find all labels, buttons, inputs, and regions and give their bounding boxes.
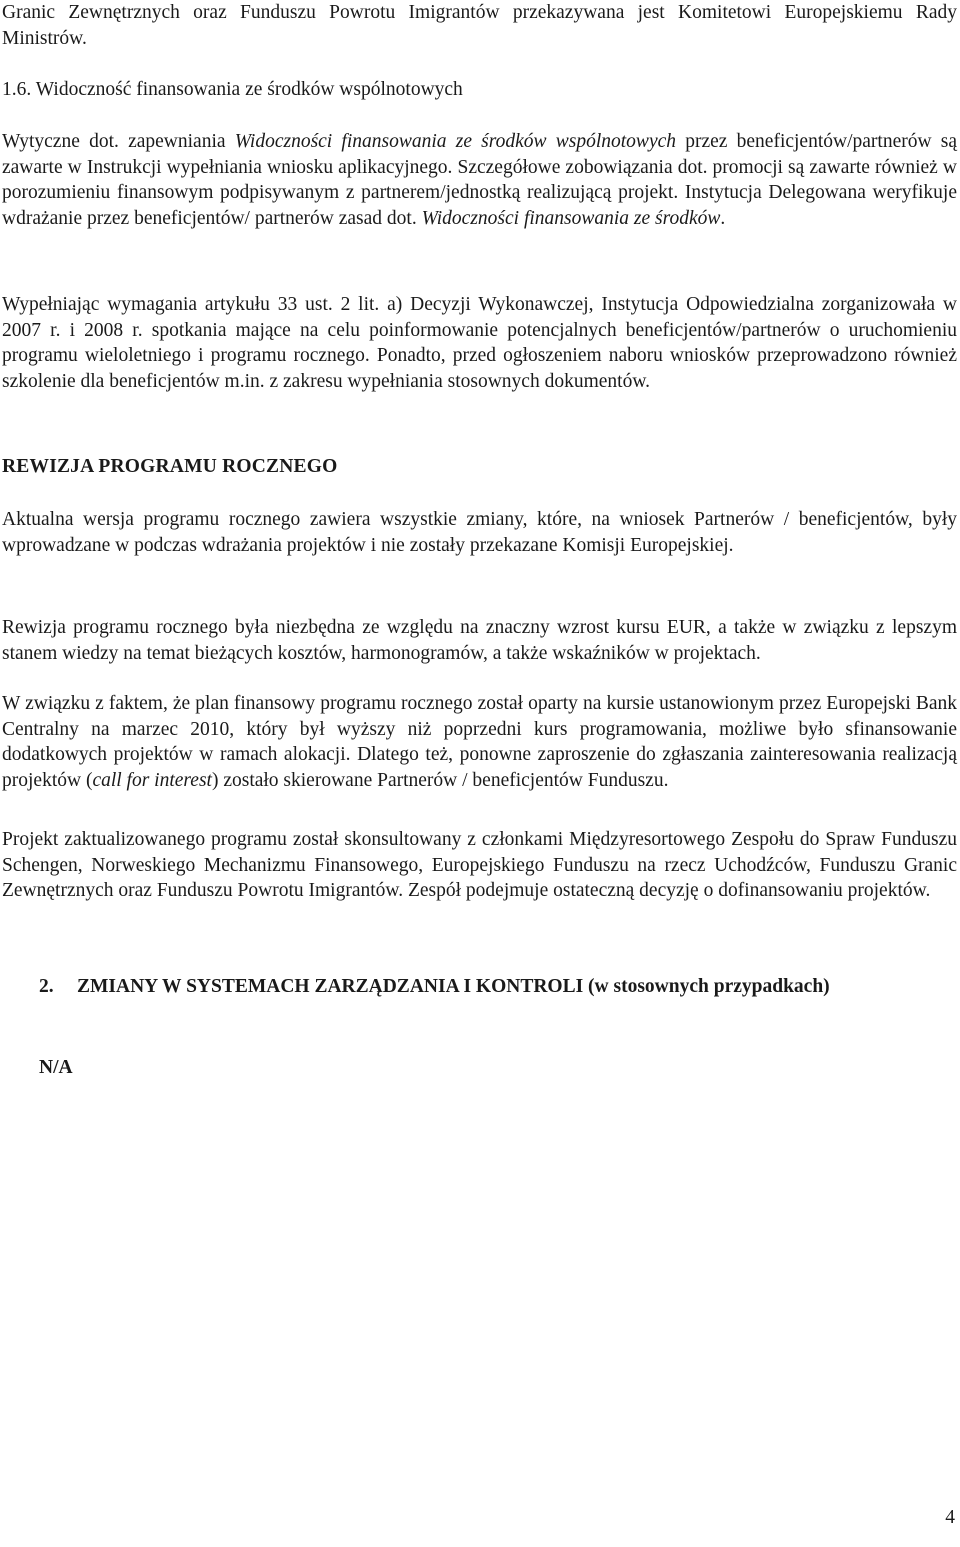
visibility-italic-1: Widoczności finansowania ze środków wspólnotowych	[234, 131, 677, 152]
intro-fragment-paragraph: Granic Zewnętrznych oraz Funduszu Powrotu Imigrantów przekazywana jest Komitetowi Europejskiemu Rady Ministrów.	[2, 2, 957, 49]
visibility-text-1: Wytyczne dot. zapewniania	[2, 131, 235, 152]
visibility-text-2: przez beneficjentów/partnerów są zawarte w Instrukcji wypełniania wniosku aplikacyjnego. Szczegółowe zobowiązania dot. promocji są zawarte również w porozumieniu finansowym podpisywanym z partnerem/jednostką realizującą projekt. Instytucja Delegowana weryfikuje wdrażanie przez beneficjentów/ partnerów zasad dot.	[2, 131, 958, 229]
revision-reason-paragraph: Rewizja programu rocznego była niezbędna ze względu na znaczny wzrost kursu EUR, a także w związku z lepszym stanem wiedzy na temat bieżących kosztów, harmonogramów, a także wskaźników w projektach.	[2, 617, 957, 664]
article33-paragraph: Wypełniając wymagania artykułu 33 ust. 2 lit. a) Decyzji Wykonawczej, Instytucja Odpowiedzialna zorganizowała w 2007 r. i 2008 r. spotkania mające na celu poinformowanie potencjalnych beneficjentów/partnerów o uruchomieniu programu wieloletniego i programu rocznego. Ponadto, przed ogłoszeniem naboru wniosków przeprowadzono również szkolenie dla beneficjentów m.in. z zakresu wypełniania stosownych dokumentów.	[2, 294, 957, 392]
section-2-number: 2.	[39, 976, 54, 997]
section-2-body: N/A	[39, 1057, 73, 1078]
subsection-title: 1.6. Widoczność finansowania ze środków wspólnotowych	[2, 79, 463, 100]
consultation-paragraph: Projekt zaktualizowanego programu został skonsultowany z członkami Międzyresortowego Zespołu do Spraw Funduszu Schengen, Norweskiego Mechanizmu Finansowego, Europejskiego Funduszu na rzecz Uchodźców, Funduszu Granic Zewnętrznych oraz Funduszu Powrotu Imigrantów. Zespół podejmuje ostateczną decyzję o dofinansowaniu projektów.	[2, 829, 957, 901]
exchange-text-1: W związku z faktem, że plan finansowy programu rocznego został oparty na kursie ustanowionym przez Europejski Bank Centralny na marzec 2010, który był wyższy niż poprzedni kurs programowania, możliwe było sfinansowanie dodatkowych projektów w ramach alokacji. Dlatego też, ponowne zaproszenie do zgłaszania zainteresowania realizacją projektów (	[2, 693, 957, 791]
section-2-heading	[39, 973, 957, 1001]
visibility-italic-2: Widoczności finansowania ze środków	[421, 207, 721, 229]
page-number: 4	[945, 1507, 955, 1528]
exchange-italic: call for interest	[92, 769, 212, 791]
visibility-paragraph	[2, 129, 957, 231]
visibility-text-3: .	[720, 207, 726, 229]
exchange-text-2: ) zostało skierowane Partnerów / beneficjentów Funduszu.	[211, 769, 669, 791]
exchange-rate-paragraph	[2, 691, 957, 793]
current-version-paragraph: Aktualna wersja programu rocznego zawiera wszystkie zmiany, które, na wniosek Partnerów / beneficjentów, były wprowadzane w podczas wdrażania projektów i nie zostały przekazane Komisji Europejskiej.	[2, 509, 957, 556]
revision-heading: REWIZJA PROGRAMU ROCZNEGO	[2, 456, 338, 477]
section-2-title: ZMIANY W SYSTEMACH ZARZĄDZANIA I KONTROLI (w stosownych przypadkach)	[77, 976, 830, 997]
